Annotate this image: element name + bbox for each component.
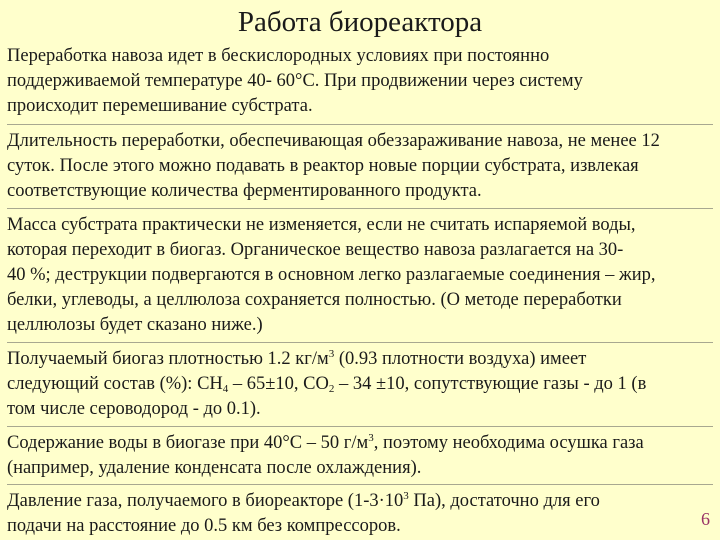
text-line: 40 %; деструкции подвергаются в основном легко разлагаемые соединения – жир, bbox=[7, 265, 656, 285]
text-line: целлюлозы будет сказано ниже.) bbox=[7, 315, 263, 335]
superscript: 3 bbox=[328, 348, 335, 360]
text-line: суток. После этого можно подавать в реактор новые порции субстрата, извлекая bbox=[7, 156, 639, 176]
subscript: 4 bbox=[222, 383, 229, 395]
text-line: происходит перемешивание субстрата. bbox=[7, 96, 313, 116]
text-run: – 34 ±10, сопутствующие газы - до 1 (в bbox=[334, 374, 647, 394]
paragraph-biogas-composition bbox=[7, 342, 713, 422]
text-line: соответствующие количества ферментированного продукта. bbox=[7, 181, 482, 201]
subscript: 2 bbox=[328, 383, 335, 395]
paragraph-processing-duration bbox=[7, 124, 713, 204]
text-line: том числе сероводород - до 0.1). bbox=[7, 399, 261, 419]
text-run: , поэтому необходима осушка газа bbox=[373, 433, 644, 453]
text-line: которая переходит в биогаз. Органическое вещество навоза разлагается на 30- bbox=[7, 240, 624, 260]
text-line: белки, углеводы, а целлюлоза сохраняется полностью. (О методе переработки bbox=[7, 290, 622, 310]
text-run: Па), достаточно для его bbox=[408, 491, 600, 511]
text-run: (0.93 плотности воздуха) имеет bbox=[334, 349, 587, 369]
text-line: поддерживаемой температуре 40- 60°С. При продвижении через систему bbox=[7, 71, 583, 91]
text-line: (например, удаление конденсата после охлаждения). bbox=[7, 458, 422, 478]
text-line: Длительность переработки, обеспечивающая обеззараживание навоза, не менее 12 bbox=[7, 131, 660, 151]
text-line bbox=[7, 431, 713, 456]
superscript: 3 bbox=[403, 490, 409, 502]
paragraph-gas-pressure bbox=[7, 484, 713, 539]
paragraph-processing-conditions bbox=[7, 44, 713, 119]
text-line: подачи на расстояние до 0.5 км без компрессоров. bbox=[7, 516, 401, 536]
text-line bbox=[7, 489, 713, 514]
text-run: Содержание воды в биогазе при 40°С – 50 г/м bbox=[7, 433, 369, 453]
text-run: следующий состав (%): СН bbox=[7, 374, 223, 394]
text-run: Получаемый биогаз плотностью 1.2 кг/м bbox=[7, 349, 329, 369]
text-run: Давление газа, получаемого в биореакторе (1-3·10 bbox=[7, 491, 404, 511]
page-number: 6 bbox=[701, 509, 710, 529]
paragraph-substrate-mass bbox=[7, 208, 713, 338]
paragraph-water-content bbox=[7, 426, 713, 481]
text-run: – 65±10, СО bbox=[228, 374, 329, 394]
text-line bbox=[7, 347, 713, 372]
text-line bbox=[7, 372, 713, 397]
page-title: Работа биореактора bbox=[237, 6, 483, 38]
text-line: Масса субстрата практически не изменяется, если не считать испаряемой воды, bbox=[7, 215, 636, 235]
superscript: 3 bbox=[368, 432, 374, 444]
text-line: Переработка навоза идет в бескислородных условиях при постоянно bbox=[7, 46, 550, 66]
